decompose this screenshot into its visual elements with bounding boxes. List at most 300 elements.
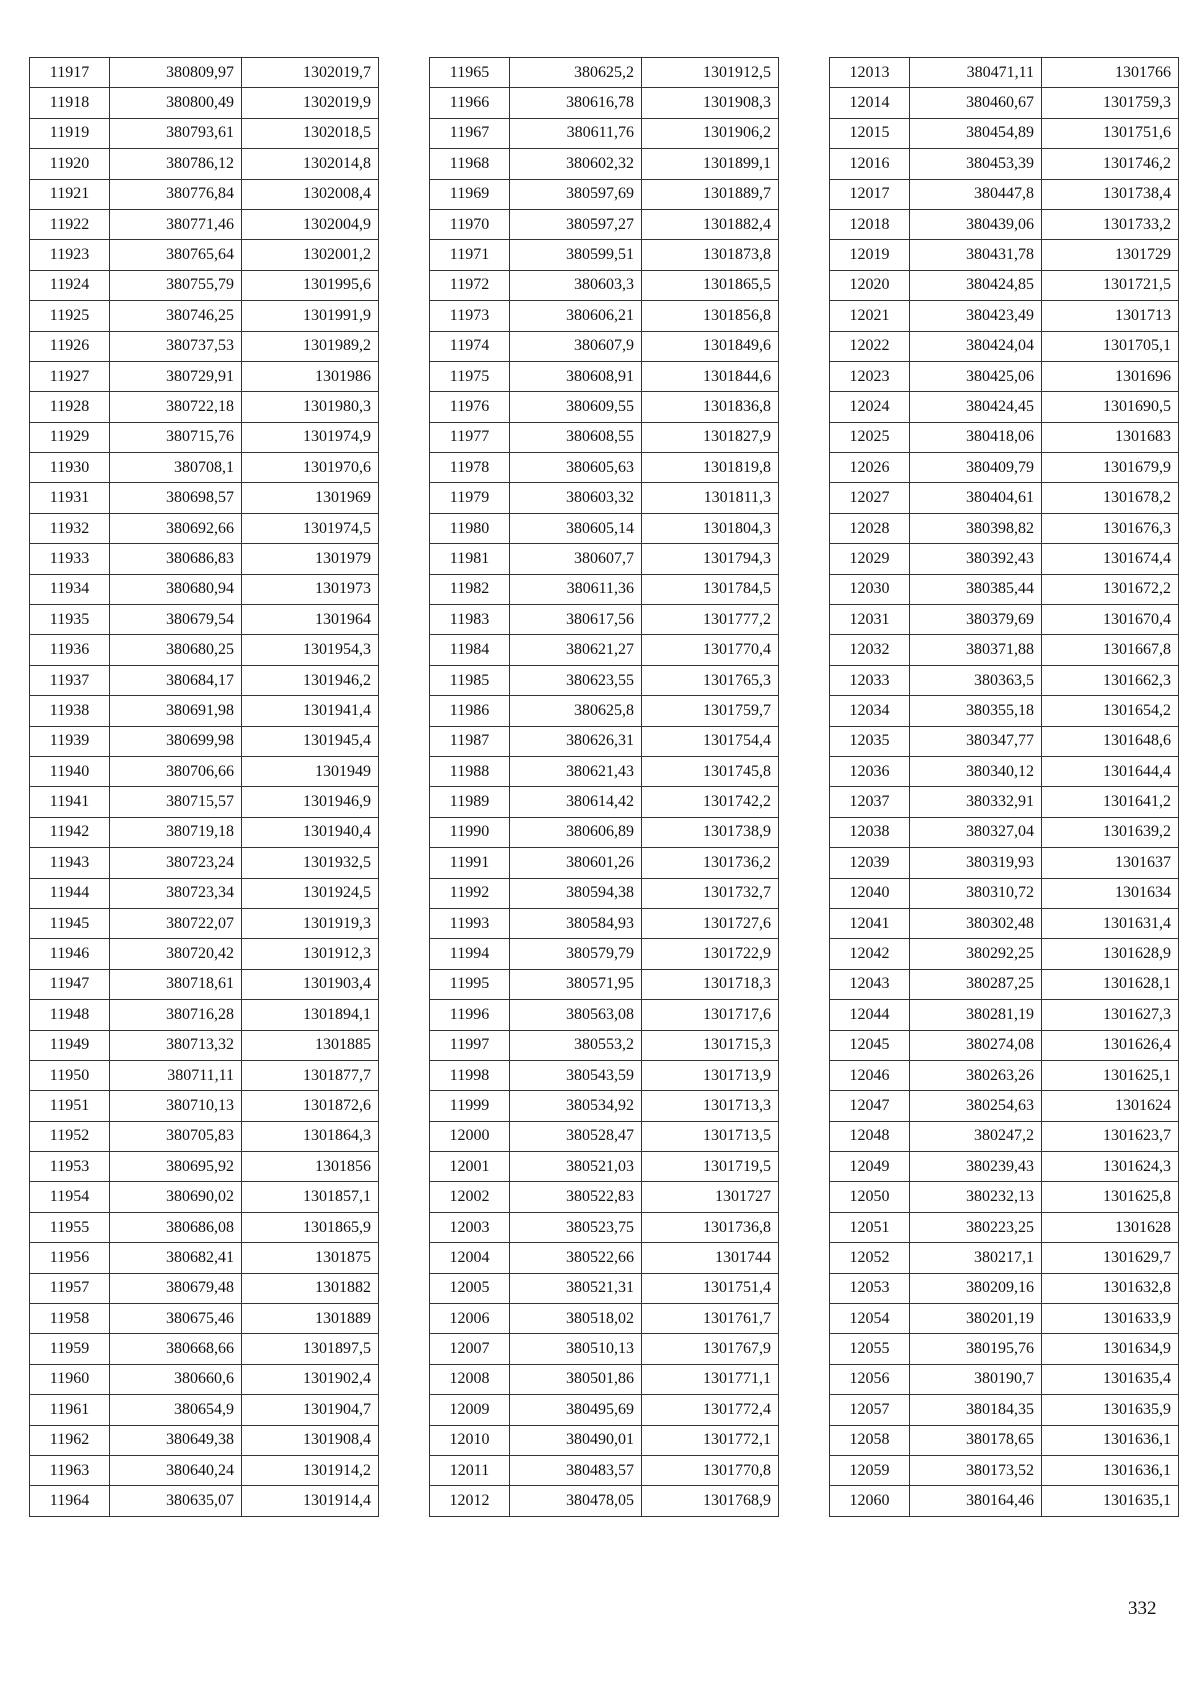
x-coordinate-cell: 380625,2 <box>510 58 642 88</box>
y-coordinate-cell: 1301674,4 <box>1042 544 1179 574</box>
x-coordinate-cell: 380723,34 <box>110 878 242 908</box>
table-row <box>430 58 779 88</box>
point-number-cell: 12047 <box>830 1091 910 1121</box>
x-coordinate-cell: 380776,84 <box>110 179 242 209</box>
y-coordinate-cell: 1301742,2 <box>642 787 779 817</box>
x-coordinate-cell: 380178,65 <box>910 1425 1042 1455</box>
point-number-cell: 11960 <box>30 1364 110 1394</box>
y-coordinate-cell: 1301759,7 <box>642 696 779 726</box>
point-number-cell: 11956 <box>30 1243 110 1273</box>
y-coordinate-cell: 1301932,5 <box>242 848 379 878</box>
y-coordinate-cell: 1301732,7 <box>642 878 779 908</box>
point-number-cell: 11959 <box>30 1334 110 1364</box>
table-row <box>830 1304 1179 1334</box>
table-row <box>430 969 779 999</box>
point-number-cell: 11940 <box>30 756 110 786</box>
point-number-cell: 11979 <box>430 483 510 513</box>
point-number-cell: 12007 <box>430 1334 510 1364</box>
x-coordinate-cell: 380478,05 <box>510 1486 642 1516</box>
table-row <box>830 726 1179 756</box>
x-coordinate-cell: 380453,39 <box>910 149 1042 179</box>
y-coordinate-cell: 1301634,9 <box>1042 1334 1179 1364</box>
table-row <box>830 665 1179 695</box>
point-number-cell: 11928 <box>30 392 110 422</box>
y-coordinate-cell: 1301946,9 <box>242 787 379 817</box>
y-coordinate-cell: 1301635,4 <box>1042 1364 1179 1394</box>
x-coordinate-cell: 380327,04 <box>910 817 1042 847</box>
y-coordinate-cell: 1301865,5 <box>642 270 779 300</box>
x-coordinate-cell: 380363,5 <box>910 665 1042 695</box>
y-coordinate-cell: 1301864,3 <box>242 1121 379 1151</box>
x-coordinate-cell: 380786,12 <box>110 149 242 179</box>
x-coordinate-cell: 380447,8 <box>910 179 1042 209</box>
y-coordinate-cell: 1301872,6 <box>242 1091 379 1121</box>
table-row <box>30 696 379 726</box>
table-row <box>430 209 779 239</box>
y-coordinate-cell: 1301784,5 <box>642 574 779 604</box>
y-coordinate-cell: 1301641,2 <box>1042 787 1179 817</box>
x-coordinate-cell: 380201,19 <box>910 1304 1042 1334</box>
x-coordinate-cell: 380722,18 <box>110 392 242 422</box>
table-row <box>430 908 779 938</box>
point-number-cell: 12036 <box>830 756 910 786</box>
table-row <box>430 1243 779 1273</box>
point-number-cell: 11980 <box>430 513 510 543</box>
point-number-cell: 11921 <box>30 179 110 209</box>
table-row <box>830 1091 1179 1121</box>
point-number-cell: 12056 <box>830 1364 910 1394</box>
y-coordinate-cell: 1302008,4 <box>242 179 379 209</box>
y-coordinate-cell: 1301727,6 <box>642 908 779 938</box>
y-coordinate-cell: 1301914,2 <box>242 1455 379 1485</box>
y-coordinate-cell: 1301727 <box>642 1182 779 1212</box>
y-coordinate-cell: 1301919,3 <box>242 908 379 938</box>
point-number-cell: 12041 <box>830 908 910 938</box>
x-coordinate-cell: 380713,32 <box>110 1030 242 1060</box>
y-coordinate-cell: 1301713,3 <box>642 1091 779 1121</box>
table-row <box>30 1364 379 1394</box>
x-coordinate-cell: 380392,43 <box>910 544 1042 574</box>
point-number-cell: 11945 <box>30 908 110 938</box>
y-coordinate-cell: 1301844,6 <box>642 361 779 391</box>
y-coordinate-cell: 1301639,2 <box>1042 817 1179 847</box>
table-row <box>30 635 379 665</box>
point-number-cell: 12052 <box>830 1243 910 1273</box>
y-coordinate-cell: 1301627,3 <box>1042 1000 1179 1030</box>
point-number-cell: 12016 <box>830 149 910 179</box>
table-row <box>430 240 779 270</box>
table-row <box>30 908 379 938</box>
x-coordinate-cell: 380173,52 <box>910 1455 1042 1485</box>
y-coordinate-cell: 1301715,3 <box>642 1030 779 1060</box>
table-row <box>430 1091 779 1121</box>
table-row <box>430 756 779 786</box>
y-coordinate-cell: 1301889 <box>242 1304 379 1334</box>
point-number-cell: 11974 <box>430 331 510 361</box>
table-row <box>830 1395 1179 1425</box>
y-coordinate-cell: 1301745,8 <box>642 756 779 786</box>
y-coordinate-cell: 1302014,8 <box>242 149 379 179</box>
table-row <box>830 240 1179 270</box>
point-number-cell: 12017 <box>830 179 910 209</box>
table-row <box>830 848 1179 878</box>
table-row <box>830 605 1179 635</box>
x-coordinate-cell: 380605,63 <box>510 453 642 483</box>
table-row <box>830 1455 1179 1485</box>
y-coordinate-cell: 1301654,2 <box>1042 696 1179 726</box>
point-number-cell: 11933 <box>30 544 110 574</box>
y-coordinate-cell: 1301733,2 <box>1042 209 1179 239</box>
table-row <box>30 817 379 847</box>
y-coordinate-cell: 1301979 <box>242 544 379 574</box>
table-row <box>430 1455 779 1485</box>
table-row <box>830 756 1179 786</box>
y-coordinate-cell: 1301964 <box>242 605 379 635</box>
point-number-cell: 11918 <box>30 88 110 118</box>
table-row <box>430 1395 779 1425</box>
point-number-cell: 11996 <box>430 1000 510 1030</box>
y-coordinate-cell: 1301624,3 <box>1042 1152 1179 1182</box>
y-coordinate-cell: 1301912,5 <box>642 58 779 88</box>
coordinates-table-2 <box>429 57 779 1517</box>
point-number-cell: 11955 <box>30 1212 110 1242</box>
x-coordinate-cell: 380686,08 <box>110 1212 242 1242</box>
point-number-cell: 12046 <box>830 1060 910 1090</box>
y-coordinate-cell: 1301906,2 <box>642 118 779 148</box>
point-number-cell: 11951 <box>30 1091 110 1121</box>
x-coordinate-cell: 380684,17 <box>110 665 242 695</box>
point-number-cell: 11973 <box>430 301 510 331</box>
table-row <box>830 878 1179 908</box>
x-coordinate-cell: 380594,38 <box>510 878 642 908</box>
point-number-cell: 11935 <box>30 605 110 635</box>
point-number-cell: 11964 <box>30 1486 110 1516</box>
x-coordinate-cell: 380460,67 <box>910 88 1042 118</box>
point-number-cell: 12006 <box>430 1304 510 1334</box>
table-row <box>30 969 379 999</box>
point-number-cell: 11950 <box>30 1060 110 1090</box>
x-coordinate-cell: 380720,42 <box>110 939 242 969</box>
x-coordinate-cell: 380563,08 <box>510 1000 642 1030</box>
y-coordinate-cell: 1301628,9 <box>1042 939 1179 969</box>
table-row <box>830 483 1179 513</box>
x-coordinate-cell: 380439,06 <box>910 209 1042 239</box>
table-row <box>830 1030 1179 1060</box>
y-coordinate-cell: 1301974,9 <box>242 422 379 452</box>
point-number-cell: 11993 <box>430 908 510 938</box>
y-coordinate-cell: 1301768,9 <box>642 1486 779 1516</box>
x-coordinate-cell: 380699,98 <box>110 726 242 756</box>
point-number-cell: 12004 <box>430 1243 510 1273</box>
x-coordinate-cell: 380708,1 <box>110 453 242 483</box>
x-coordinate-cell: 380287,25 <box>910 969 1042 999</box>
x-coordinate-cell: 380765,64 <box>110 240 242 270</box>
point-number-cell: 11926 <box>30 331 110 361</box>
table-row <box>30 209 379 239</box>
table-row <box>30 1121 379 1151</box>
x-coordinate-cell: 380711,11 <box>110 1060 242 1090</box>
point-number-cell: 11944 <box>30 878 110 908</box>
x-coordinate-cell: 380686,83 <box>110 544 242 574</box>
point-number-cell: 11922 <box>30 209 110 239</box>
x-coordinate-cell: 380471,11 <box>910 58 1042 88</box>
y-coordinate-cell: 1301865,9 <box>242 1212 379 1242</box>
point-number-cell: 11942 <box>30 817 110 847</box>
table-row <box>430 483 779 513</box>
y-coordinate-cell: 1301836,8 <box>642 392 779 422</box>
x-coordinate-cell: 380715,57 <box>110 787 242 817</box>
point-number-cell: 12040 <box>830 878 910 908</box>
table-row <box>830 1182 1179 1212</box>
table-row <box>30 1243 379 1273</box>
x-coordinate-cell: 380635,07 <box>110 1486 242 1516</box>
x-coordinate-cell: 380605,14 <box>510 513 642 543</box>
y-coordinate-cell: 1301914,4 <box>242 1486 379 1516</box>
x-coordinate-cell: 380771,46 <box>110 209 242 239</box>
point-number-cell: 11934 <box>30 574 110 604</box>
point-number-cell: 12020 <box>830 270 910 300</box>
y-coordinate-cell: 1301897,5 <box>242 1334 379 1364</box>
x-coordinate-cell: 380209,16 <box>910 1273 1042 1303</box>
y-coordinate-cell: 1301819,8 <box>642 453 779 483</box>
table-row <box>30 483 379 513</box>
x-coordinate-cell: 380319,93 <box>910 848 1042 878</box>
table-row <box>430 696 779 726</box>
point-number-cell: 11981 <box>430 544 510 574</box>
y-coordinate-cell: 1301629,7 <box>1042 1243 1179 1273</box>
point-number-cell: 11946 <box>30 939 110 969</box>
y-coordinate-cell: 1301676,3 <box>1042 513 1179 543</box>
table-row <box>830 696 1179 726</box>
x-coordinate-cell: 380510,13 <box>510 1334 642 1364</box>
point-number-cell: 11939 <box>30 726 110 756</box>
x-coordinate-cell: 380195,76 <box>910 1334 1042 1364</box>
table-row <box>30 331 379 361</box>
point-number-cell: 12011 <box>430 1455 510 1485</box>
table-row <box>830 1212 1179 1242</box>
y-coordinate-cell: 1302004,9 <box>242 209 379 239</box>
x-coordinate-cell: 380679,54 <box>110 605 242 635</box>
y-coordinate-cell: 1301767,9 <box>642 1334 779 1364</box>
point-number-cell: 11953 <box>30 1152 110 1182</box>
x-coordinate-cell: 380223,25 <box>910 1212 1042 1242</box>
x-coordinate-cell: 380723,24 <box>110 848 242 878</box>
point-number-cell: 12029 <box>830 544 910 574</box>
y-coordinate-cell: 1301632,8 <box>1042 1273 1179 1303</box>
table-row <box>30 392 379 422</box>
point-number-cell: 12055 <box>830 1334 910 1364</box>
point-number-cell: 12001 <box>430 1152 510 1182</box>
table-row <box>830 1334 1179 1364</box>
x-coordinate-cell: 380247,2 <box>910 1121 1042 1151</box>
x-coordinate-cell: 380232,13 <box>910 1182 1042 1212</box>
x-coordinate-cell: 380217,1 <box>910 1243 1042 1273</box>
point-number-cell: 12057 <box>830 1395 910 1425</box>
table-row <box>430 817 779 847</box>
x-coordinate-cell: 380579,79 <box>510 939 642 969</box>
table-row <box>830 88 1179 118</box>
point-number-cell: 11984 <box>430 635 510 665</box>
y-coordinate-cell: 1301736,2 <box>642 848 779 878</box>
x-coordinate-cell: 380621,43 <box>510 756 642 786</box>
y-coordinate-cell: 1301713,5 <box>642 1121 779 1151</box>
point-number-cell: 11929 <box>30 422 110 452</box>
point-number-cell: 12003 <box>430 1212 510 1242</box>
point-number-cell: 11958 <box>30 1304 110 1334</box>
table-row <box>30 878 379 908</box>
y-coordinate-cell: 1301811,3 <box>642 483 779 513</box>
table-row <box>430 1212 779 1242</box>
point-number-cell: 11943 <box>30 848 110 878</box>
table-row <box>430 574 779 604</box>
y-coordinate-cell: 1301969 <box>242 483 379 513</box>
y-coordinate-cell: 1301623,7 <box>1042 1121 1179 1151</box>
table-row <box>430 635 779 665</box>
table-row <box>30 574 379 604</box>
table-row <box>30 665 379 695</box>
point-number-cell: 12030 <box>830 574 910 604</box>
point-number-cell: 11957 <box>30 1273 110 1303</box>
point-number-cell: 11952 <box>30 1121 110 1151</box>
point-number-cell: 11982 <box>430 574 510 604</box>
y-coordinate-cell: 1301636,1 <box>1042 1455 1179 1485</box>
y-coordinate-cell: 1301954,3 <box>242 635 379 665</box>
point-number-cell: 11941 <box>30 787 110 817</box>
x-coordinate-cell: 380404,61 <box>910 483 1042 513</box>
x-coordinate-cell: 380523,75 <box>510 1212 642 1242</box>
table-row <box>430 1030 779 1060</box>
table-row <box>430 513 779 543</box>
y-coordinate-cell: 1301729 <box>1042 240 1179 270</box>
table-row <box>830 513 1179 543</box>
table-row <box>430 1425 779 1455</box>
x-coordinate-cell: 380602,32 <box>510 149 642 179</box>
point-number-cell: 11972 <box>430 270 510 300</box>
x-coordinate-cell: 380706,66 <box>110 756 242 786</box>
y-coordinate-cell: 1301625,8 <box>1042 1182 1179 1212</box>
point-number-cell: 12048 <box>830 1121 910 1151</box>
x-coordinate-cell: 380424,45 <box>910 392 1042 422</box>
point-number-cell: 11954 <box>30 1182 110 1212</box>
y-coordinate-cell: 1301751,4 <box>642 1273 779 1303</box>
y-coordinate-cell: 1301635,9 <box>1042 1395 1179 1425</box>
x-coordinate-cell: 380755,79 <box>110 270 242 300</box>
point-number-cell: 12060 <box>830 1486 910 1516</box>
x-coordinate-cell: 380691,98 <box>110 696 242 726</box>
x-coordinate-cell: 380607,9 <box>510 331 642 361</box>
y-coordinate-cell: 1301946,2 <box>242 665 379 695</box>
y-coordinate-cell: 1301902,4 <box>242 1364 379 1394</box>
y-coordinate-cell: 1301903,4 <box>242 969 379 999</box>
table-row <box>30 1273 379 1303</box>
table-row <box>430 544 779 574</box>
x-coordinate-cell: 380431,78 <box>910 240 1042 270</box>
table-row <box>830 1364 1179 1394</box>
x-coordinate-cell: 380679,48 <box>110 1273 242 1303</box>
point-number-cell: 11997 <box>430 1030 510 1060</box>
y-coordinate-cell: 1301924,5 <box>242 878 379 908</box>
point-number-cell: 11994 <box>430 939 510 969</box>
table-row <box>830 1486 1179 1516</box>
point-number-cell: 11991 <box>430 848 510 878</box>
x-coordinate-cell: 380649,38 <box>110 1425 242 1455</box>
x-coordinate-cell: 380668,66 <box>110 1334 242 1364</box>
table-row <box>30 1425 379 1455</box>
x-coordinate-cell: 380483,57 <box>510 1455 642 1485</box>
table-row <box>30 270 379 300</box>
x-coordinate-cell: 380597,27 <box>510 209 642 239</box>
table-row <box>30 240 379 270</box>
y-coordinate-cell: 1301690,5 <box>1042 392 1179 422</box>
table-row <box>30 756 379 786</box>
y-coordinate-cell: 1301754,4 <box>642 726 779 756</box>
point-number-cell: 11988 <box>430 756 510 786</box>
table-row <box>30 301 379 331</box>
y-coordinate-cell: 1301746,2 <box>1042 149 1179 179</box>
y-coordinate-cell: 1301974,5 <box>242 513 379 543</box>
point-number-cell: 11986 <box>430 696 510 726</box>
table-row <box>430 665 779 695</box>
y-coordinate-cell: 1301989,2 <box>242 331 379 361</box>
point-number-cell: 12058 <box>830 1425 910 1455</box>
table-row <box>430 1273 779 1303</box>
page-number: 332 <box>1128 1598 1157 1619</box>
point-number-cell: 11975 <box>430 361 510 391</box>
y-coordinate-cell: 1301744 <box>642 1243 779 1273</box>
x-coordinate-cell: 380729,91 <box>110 361 242 391</box>
x-coordinate-cell: 380543,59 <box>510 1060 642 1090</box>
y-coordinate-cell: 1301672,2 <box>1042 574 1179 604</box>
y-coordinate-cell: 1301721,5 <box>1042 270 1179 300</box>
point-number-cell: 11976 <box>430 392 510 422</box>
x-coordinate-cell: 380263,26 <box>910 1060 1042 1090</box>
x-coordinate-cell: 380424,85 <box>910 270 1042 300</box>
point-number-cell: 11978 <box>430 453 510 483</box>
y-coordinate-cell: 1301717,6 <box>642 1000 779 1030</box>
table-row <box>830 544 1179 574</box>
y-coordinate-cell: 1301766 <box>1042 58 1179 88</box>
x-coordinate-cell: 380292,25 <box>910 939 1042 969</box>
y-coordinate-cell: 1301713 <box>1042 301 1179 331</box>
table-row <box>30 453 379 483</box>
y-coordinate-cell: 1301738,4 <box>1042 179 1179 209</box>
table-row <box>830 209 1179 239</box>
table-row <box>430 605 779 635</box>
point-number-cell: 11998 <box>430 1060 510 1090</box>
x-coordinate-cell: 380423,49 <box>910 301 1042 331</box>
table-row <box>430 787 779 817</box>
x-coordinate-cell: 380692,66 <box>110 513 242 543</box>
table-row <box>430 1304 779 1334</box>
y-coordinate-cell: 1301683 <box>1042 422 1179 452</box>
y-coordinate-cell: 1301722,9 <box>642 939 779 969</box>
table-row <box>830 1243 1179 1273</box>
point-number-cell: 11936 <box>30 635 110 665</box>
table-row <box>30 513 379 543</box>
table-row <box>30 58 379 88</box>
point-number-cell: 12014 <box>830 88 910 118</box>
point-number-cell: 12037 <box>830 787 910 817</box>
point-number-cell: 12043 <box>830 969 910 999</box>
y-coordinate-cell: 1301882 <box>242 1273 379 1303</box>
point-number-cell: 12000 <box>430 1121 510 1151</box>
y-coordinate-cell: 1301973 <box>242 574 379 604</box>
table-row <box>30 1152 379 1182</box>
x-coordinate-cell: 380454,89 <box>910 118 1042 148</box>
point-number-cell: 12027 <box>830 483 910 513</box>
table-row <box>30 544 379 574</box>
point-number-cell: 12035 <box>830 726 910 756</box>
